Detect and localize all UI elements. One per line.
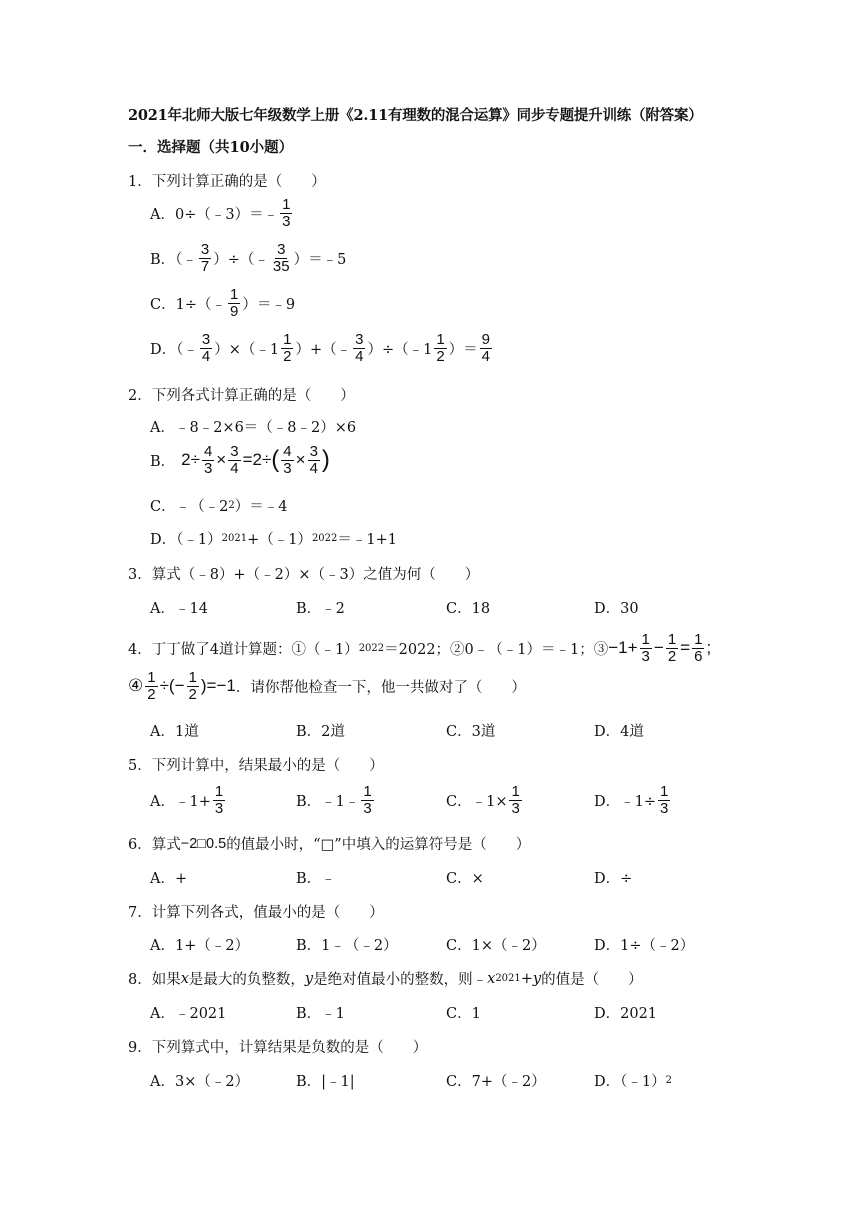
question-9-option-d [594,1070,672,1091]
option-text: B．﹣1﹣ [296,793,360,810]
question-5-option-c [446,784,524,817]
fraction [666,632,678,665]
numerator: 1 [363,783,372,800]
denominator: 2 [436,347,445,365]
question-3-option-d: D．30 [594,601,639,617]
fraction [434,332,446,365]
option-label: B． [150,453,176,470]
variable-y: y [304,970,314,987]
option-text: A．0÷（﹣3）＝﹣ [150,206,279,223]
stem-text: 4．丁丁做了4道计算题：①（﹣1） [128,641,359,658]
denominator: 3 [660,799,669,817]
numerator: 1 [229,286,239,303]
numerator: 4 [203,443,213,460]
denominator: 3 [214,799,224,817]
denominator: 2 [283,347,292,365]
option-text: D．（﹣1） [150,532,222,548]
question-2-stem: 2．下列各式计算正确的是（ ） [128,388,355,404]
question-9-option-c: C．7+（﹣2） [446,1074,546,1090]
option-text: C．1÷（﹣ [150,296,226,313]
expression-text: =2÷ [242,450,272,470]
question-5-option-a [150,784,227,817]
fraction [200,332,212,365]
question-6-option-b: B．﹣ [296,871,336,887]
option-text: ）÷（﹣1 [367,341,433,358]
fraction [281,444,293,477]
stem-text: 是绝对值最小的整数，则﹣ [313,972,488,988]
question-1-option-c [150,287,295,320]
fraction [187,670,199,703]
question-7-option-c: C．1×（﹣2） [446,938,546,954]
denominator: 4 [201,347,211,365]
denominator: 35 [272,257,290,275]
stem-text: 是最大的负整数， [188,972,305,988]
question-4-stem-line-2 [128,670,526,703]
denominator: 7 [200,257,210,275]
question-2-option-d [150,528,397,549]
question-3-stem: 3．算式（﹣8）+（﹣2）×（﹣3）之值为何（ ） [128,567,480,583]
variable-x: x [487,970,496,987]
numerator: 1 [511,783,520,800]
denominator: 4 [355,347,364,365]
fraction [213,784,225,817]
fraction [480,332,492,365]
numerator: 1 [147,669,156,686]
stem-text: 8．如果 [128,972,181,988]
denominator: 3 [203,459,213,477]
denominator: 3 [363,799,372,817]
question-7-option-b: B．1﹣（﹣2） [296,938,398,954]
expression-text: ÷(− [159,676,185,696]
question-3-option-c: C．18 [446,601,491,617]
numerator: 1 [660,783,669,800]
option-text: D．﹣1÷ [594,793,657,810]
section-heading: 一．选择题（共10小题） [128,139,294,156]
question-4-option-b: B．2道 [296,724,345,740]
question-5-option-d [594,784,672,817]
numerator: 1 [694,631,703,648]
denominator: 2 [667,647,677,665]
exponent: 2021 [495,973,521,984]
option-text: D．（﹣1） [594,1074,666,1090]
option-text: ）÷（﹣ [213,251,269,268]
fraction [271,242,292,275]
stem-text: 的值最小时，“□”中填入的运算符号是（ ） [226,837,531,853]
denominator: 3 [283,459,292,477]
stem-text: ．请你帮他检查一下，他一共做对了（ ） [235,679,526,696]
fraction [228,287,240,320]
option-text: +（﹣1） [247,532,312,548]
stem-text: + [520,970,533,987]
numerator: 4 [283,443,292,460]
exponent: 2 [228,500,235,511]
option-text: D．（﹣ [150,341,198,358]
question-8-option-d: D．2021 [594,1006,658,1022]
expression-text: ) [321,446,330,474]
question-8-option-a: A．﹣2021 [150,1006,227,1022]
denominator: 3 [511,799,520,817]
numerator: 1 [667,631,677,648]
question-8-option-c: C．1 [446,1006,481,1022]
numerator: 3 [277,241,286,258]
question-9-option-b: B．|﹣1| [296,1074,355,1090]
circled-number: ④ [128,676,144,697]
option-text: C．﹣（﹣2 [150,499,229,515]
fraction [308,444,320,477]
fraction [692,632,704,665]
denominator: 4 [230,459,239,477]
exponent: 2021 [221,533,248,544]
question-2-option-c [150,495,287,516]
expression-text: 2÷ [181,450,200,470]
question-4-option-a: A．1道 [150,724,199,740]
option-text: B．（﹣ [150,251,197,268]
denominator: 4 [309,459,318,477]
question-8-option-b: B．﹣1 [296,1006,345,1022]
expression-text: − [653,638,664,658]
question-5-stem: 5．下列计算中，结果最小的是（ ） [128,758,384,774]
fraction [353,332,365,365]
question-4-option-d: D．4道 [594,724,644,740]
question-3-option-b: B．﹣2 [296,601,345,617]
question-1-option-d [150,332,494,365]
question-9-stem: 9．下列算式中，计算结果是负数的是（ ） [128,1040,428,1056]
fraction [228,444,240,477]
question-7-option-a: A．1+（﹣2） [150,938,250,954]
numerator: 1 [214,783,224,800]
question-3-option-a: A．﹣14 [150,601,208,617]
variable-y: y [532,970,542,987]
denominator: 9 [229,302,239,320]
denominator: 3 [641,647,650,665]
question-1-option-a [150,197,294,230]
fraction [509,784,521,817]
denominator: 3 [282,212,291,230]
option-text: ）＝﹣5 [293,251,347,268]
denominator: 4 [481,347,491,365]
question-6-option-a: A．+ [150,871,188,887]
fraction [658,784,670,817]
question-9-option-a: A．3×（﹣2） [150,1074,250,1090]
question-6-stem [128,833,530,854]
variable-x: x [180,970,189,987]
option-text: C．﹣1× [446,793,508,810]
numerator: 1 [283,331,292,348]
expression-text: = [680,638,691,658]
question-7-option-d: D．1÷（﹣2） [594,938,695,954]
question-4-stem-line-1 [128,632,711,665]
question-5-option-b [296,784,376,817]
expression-text: ; [706,638,712,658]
numerator: 1 [282,196,291,213]
question-2-option-b [150,444,330,477]
expression-text: × [216,450,227,470]
numerator: 1 [641,631,650,648]
option-text: ）＝﹣4 [234,499,288,515]
question-1-option-b [150,242,346,275]
fraction [202,444,214,477]
fraction [361,784,373,817]
fraction [640,632,652,665]
numerator: 3 [230,443,239,460]
option-text: ＝﹣1+1 [337,532,397,548]
question-7-stem: 7．计算下列各式，值最小的是（ ） [128,905,384,921]
expression-text: ( [271,446,280,474]
denominator: 2 [188,685,197,703]
numerator: 9 [481,331,491,348]
question-1-stem: 1．下列计算正确的是（ ） [128,174,326,190]
numerator: 3 [200,241,210,258]
numerator: 3 [309,443,318,460]
expression-text: )=−1 [200,676,236,696]
exponent: 2022 [311,533,338,544]
denominator: 2 [147,685,156,703]
question-8-stem [128,968,643,989]
denominator: 6 [694,647,703,665]
exponent: 2 [665,1075,672,1086]
exponent: 2022 [358,642,385,654]
expression-text: −1+ [608,638,638,658]
option-text: ）＝ [448,341,478,358]
question-6-option-c: C．× [446,871,484,887]
numerator: 1 [188,669,197,686]
option-text: ）＝﹣9 [242,296,296,313]
numerator: 3 [355,331,364,348]
numerator: 1 [436,331,445,348]
document-title: 2021年北师大版七年级数学上册《2.11有理数的混合运算》同步专题提升训练（附答案） [128,107,703,124]
fraction [145,670,157,703]
fraction [281,332,293,365]
fraction [199,242,211,275]
fraction [280,197,292,230]
option-text: A．﹣1+ [150,793,211,810]
question-2-option-a: A．﹣8﹣2×6＝（﹣8﹣2）×6 [150,420,357,436]
numerator: 3 [201,331,211,348]
option-text: ）×（﹣1 [214,341,280,358]
stem-text: 的值是（ ） [541,972,643,988]
question-4-option-c: C．3道 [446,724,496,740]
question-6-option-d: D．÷ [594,871,633,887]
stem-text: 6．算式 [128,837,181,853]
expression-text: −2□0.5 [180,835,227,852]
option-text: ）+（﹣ [295,341,352,358]
stem-text: ＝2022；②0﹣（﹣1）＝﹣1；③ [384,641,609,658]
expression-text: × [295,450,306,470]
